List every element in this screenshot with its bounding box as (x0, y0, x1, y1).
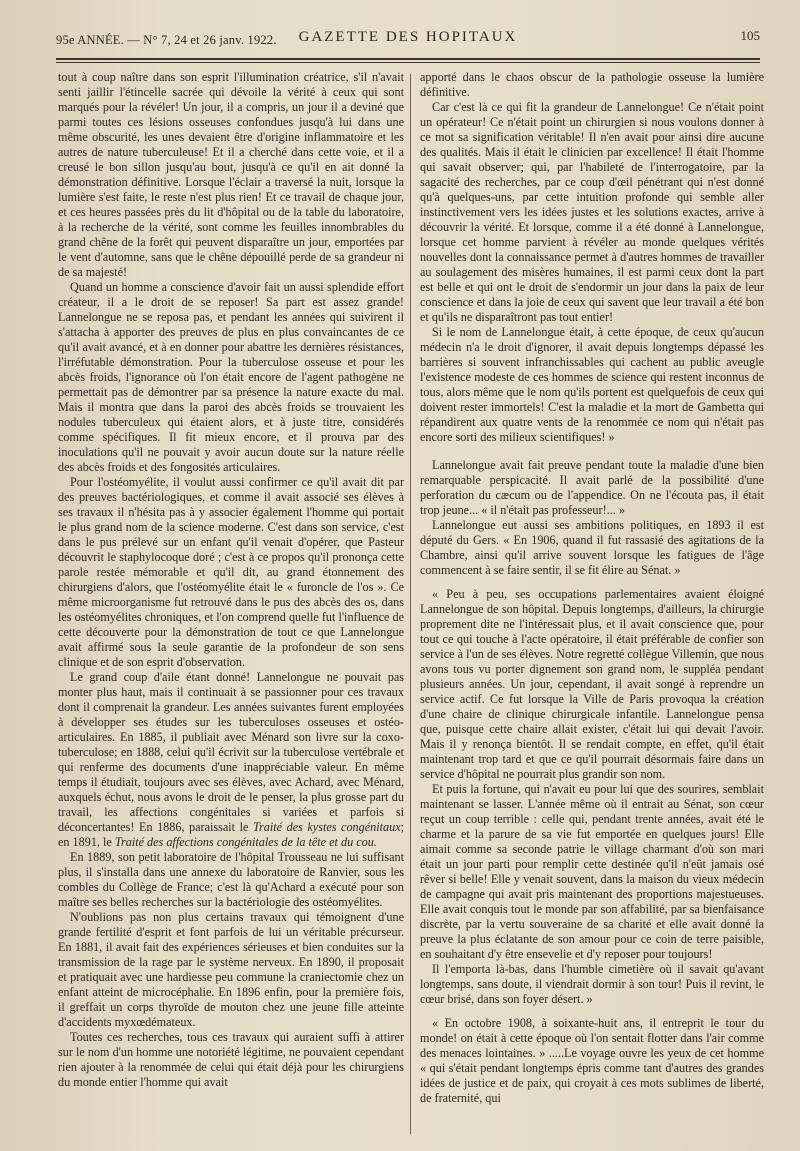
paragraph (58, 670, 404, 850)
paragraph-text: ; en 1891, le (58, 820, 404, 849)
left-column (58, 70, 404, 1090)
paragraph: Il l'emporta là-bas, dans l'humble cimetière où il savait qu'avant longtemps, sans doute, il viendrait dormir à son tour! Puis il revint, le cœur brisé, dans son foyer désert. » (420, 962, 764, 1006)
paragraph: Lannelongue avait fait preuve pendant toute la maladie d'une bien remarquable perspicacité. Il avait parlé de la possibilité d'une perforation du cæcum ou de l'appendice. On ne l'écouta pas, il était trop jeune... « il n'était pas professeur!... » (420, 458, 764, 517)
header-rule-thin (56, 62, 760, 63)
paragraph: Si le nom de Lannelongue était, à cette époque, de ceux qu'aucun médecin n'a le droit d'ignorer, il avait depuis longtemps dépassé les barrières si souvent infranchissables qui cachent au public aveugle l'existence modeste de ces hommes de science qui restent inconnus de tous, alors même que le nom qu'ils portent est quelquefois de ceux qui doivent rester immortels! C'est la maladie et la mort de Gambetta qui répandirent aux quatre vents de la renommée ce nom qui n'était pas encore sorti des milieux scientifiques! » (420, 325, 764, 444)
issue-info: 95e ANNÉE. — N° 7, 24 et 26 janv. 1922. (56, 33, 277, 47)
paragraph: tout à coup naître dans son esprit l'illumination créatrice, s'il n'avait senti jaillir l'étincelle sacrée qui dévoile la vérité à ceux qui sont marqués pour la révéler! Un jour, il a compris, un jour il a deviné que parmi toutes ces lésions osseuses confondues jusqu'à lui dans une même obscurité, les unes devaient être d'origine inflammatoire et les autres de nature tuberculeuse! Et il a cherché dans cette voie, et il a creusé le bon sillon jusqu'au bout, jusqu'à ce qu'il en ait donné la démonstration définitive. Lorsque l'éclair a traversé la nuit, lorsque la lumière s'est faite, le reste n'est plus rien! Et ce travail de chaque jour, et ces heures passées près du lit d'hôpital ou de la table du laboratoire, à la recherche de la vérité, sont comme les feuilles innombrables du grand chêne de la forêt qui peuvent disparaître un jour, emportées par le vent d'automne, sans que le chêne dépouillé perde de sa grandeur ni de sa majesté! (58, 70, 404, 279)
paragraph: Et puis la fortune, qui n'avait eu pour lui que des sourires, semblait maintenant se lasser. L'année même où il entrait au Sénat, son cœur reçut un coup terrible : celle qui, pendant trente années, avait été le charme et la parure de sa vie fut emportée en quelques jours! Elle aimait comme sa seconde patrie le village charmant d'où son mari était un jour parti pour remplir cette destinée qu'il n'eût jamais osé rêver si belle! Elle y venait souvent, dans la maison du vieux médecin de campagne qui avait pris maintenant des proportions majestueuses. Elle avait conquis tout le monde par son affabilité, par sa bienfaisance discrète, par la vertu souveraine de sa charité et elle avait donné la preuve la plus éclatante de son amour pour ce coin de terre paisible, en souhaitant d'y être ensevelie et d'y reposer pour toujours! (420, 782, 764, 961)
paragraph: « En octobre 1908, à soixante-huit ans, il entreprit le tour du monde! on était à cette époque où l'on sentait flotter dans l'air comme des menaces lointaines. » .....Le voyage ouvre les yeux de cet homme « qui s'était pendant longtemps épris comme tant d'autres des grandes idées de justice et de paix, qui croyait à ces mots sublimes de liberté, de fraternité, qui (420, 1016, 764, 1105)
column-divider (410, 74, 411, 1134)
journal-title: GAZETTE DES HOPITAUX (298, 29, 518, 45)
page-header (56, 24, 760, 54)
paragraph: Pour l'ostéomyélite, il voulut aussi confirmer ce qu'il avait dit par des preuves bactériologiques, et comme il avait associé ses élèves à ses travaux il n'hésita pas à y associer également l'homme qui portait le plus grand nom de la science moderne. C'est dans son service, c'est dans le pus prélevé sur un enfant qu'il venait d'opérer, que Pasteur découvrit le staphylocoque doré ; c'est à ce propos qu'il prononça cette parole restée mémorable et qu'il dit, au grand étonnement des chirurgiens d'alors, que l'ostéomyélite était le « furoncle de l'os ». Ce même microorganisme fut retrouvé dans le pus des abcès des os, dans les ostéomyélites chroniques, et l'on comprend quelle fut l'influence de cette découverte pour la démonstration de tout ce que Lannelongue avait affirmé sous la seule garantie de la profondeur de son sens clinique et de son esprit d'observation. (58, 475, 404, 669)
paragraph: Lannelongue eut aussi ses ambitions politiques, en 1893 il est député du Gers. « En 1906, quand il fut rassasié des agitations de la Chambre, ainsi qu'il arrive souvent lorsque les fatigues de l'âge commencent à se faire sentir, il se fit élire au Sénat. » (420, 518, 764, 577)
page-number: 105 (740, 28, 760, 43)
paragraph: N'oublions pas non plus certains travaux qui témoignent d'une grande fertilité d'esprit et font parfois de lui un véritable précurseur. En 1881, il avait fait des expériences sérieuses et bien conduites sur la transmission de la rage par le système nerveux. En 1890, il proposait et pratiquait avec une hardiesse peu commune la craniectomie chez un enfant atteint de microcéphalie. En 1896 enfin, pour la première fois, il greffait un corps thyroïde de mouton chez une jeune fille atteinte d'accidents myxœdémateux. (58, 910, 404, 1029)
paragraph: Quand un homme a conscience d'avoir fait un aussi splendide effort créateur, il a le droit de se reposer! Sa part est assez grande! Lannelongue ne se reposa pas, et pendant les années qui suivirent il s'attacha à apporter des preuves de plus en plus convaincantes de ce qu'il avait avancé, et à en donner pour abattre les dernières résistances, l'irréfutable démonstration. Pour la tuberculose osseuse et pour les abcès froids, l'ignorance où l'on était encore de l'agent pathogène ne permettait pas de démontrer par sa présence la nature exacte du mal. Mais il montra que dans la paroi des abcès froids se trouvaient les nodules tuberculeux qui étaient alors, et à juste titre, considérés comme spécifiques. Il fit mieux encore, et il prouva par des inoculations qu'il ne pouvait y avoir aucun doute sur la nature réelle des abcès froids et des fongosités articulaires. (58, 280, 404, 474)
paragraph-text: Le grand coup d'aile étant donné! Lannelongue ne pouvait pas monter plus haut, mais il continuait à se passionner pour ces travaux dont il comprenait la grandeur. Les années suivantes furent employées à développer ses études sur les tuberculoses osseuses et ostéo-articulaires. En 1885, il publiait avec Ménard son livre sur la coxo-tuberculose; en 1888, celui qu'il écrivit sur la tuberculose vertébrale et qui renferme des documents d'une inappréciable valeur. En même temps il étudiait, toujours avec ses élèves, avec Achard, avec Ménard, auxquels échut, nous avons le droit de le penser, la plus grosse part du travail, les affections congénitales si variées et parfois si déconcertantes! En 1886, paraissait le (58, 670, 404, 834)
book-title: Traité des affections congénitales de la tête et du cou. (114, 835, 377, 849)
paragraph: Toutes ces recherches, tous ces travaux qui auraient suffi à attirer sur le nom d'un homme une notoriété légitime, ne pouvaient cependant rien ajouter à la renommée de celui qui était déjà pour les chirurgiens du monde entier l'homme qui avait (58, 1030, 404, 1089)
paragraph: En 1889, son petit laboratoire de l'hôpital Trousseau ne lui suffisant plus, il s'installa dans une annexe du laboratoire de Ranvier, sous les combles du Collège de France; c'est là qu'Achard a exécuté pour son maître ses belles recherches sur la bactériologie des ostéomyélites. (58, 850, 404, 909)
paragraph: Car c'est là ce qui fit la grandeur de Lannelongue! Ce n'était point un opérateur! Ce n'était point un chirurgien si nous voulons donner à ce mot sa signification véritable! Il n'en avait pour ainsi dire aucune des qualités. Mais il était le clinicien par excellence! Il était l'homme qui savait observer; qui, par l'habileté de l'interrogatoire, par la sagacité des recherches, par ce coup d'œil pénétrant qui n'est donné qu'à quelques-uns, par cette intuition profonde qui semble aller instinctivement vers les idées justes et les solutions exactes, arrive à découvrir la vérité. Et lorsque, comme il a été donné à Lannelongue, lorsque cet homme parvient à révéler au monde quelques vérités nouvelles dont la connaissance permet à d'autres hommes de travailler au soulagement des misères humaines, il est parmi ceux dont la part est belle et qui ont le droit de s'endormir un jour dans la paix de leur conscience et dans la joie de ceux qui savent que leur travail a été bon et qu'ils ne disparaîtront pas tout entier! (420, 100, 764, 324)
paragraph: « Peu à peu, ses occupations parlementaires avaient éloigné Lannelongue de son hôpital. Depuis longtemps, d'ailleurs, la chirurgie proprement dite ne l'intéressait plus, et il avait conscience que, pour tout ce qui touche à l'acte opératoire, il était préférable de confier son service à l'un de ses élèves. Notre regretté collègue Villemin, que nous avons tous vu porter dignement son grand nom, le suppléa pendant plusieurs années. Un jour, cependant, il avait songé à reprendre un service actif. Ce fut lorsque la Ville de Paris provoqua la création d'une chaire de clinique chirurgicale infantile. Lannelongue pensa que, puisque cette chaire allait exister, c'était lui qui devait l'avoir. Mais il y renonça bientôt. Il se rendait compte, en effet, qu'il était maintenant trop tard et que ce qu'il pourrait désormais faire dans un service d'hôpital ne pourrait plus grandir son nom. (420, 587, 764, 781)
header-rule (56, 58, 760, 60)
paragraph: apporté dans le chaos obscur de la pathologie osseuse la lumière définitive. (420, 70, 764, 99)
book-title: Traité des kystes congénitaux (252, 820, 401, 834)
right-column (420, 70, 764, 1106)
